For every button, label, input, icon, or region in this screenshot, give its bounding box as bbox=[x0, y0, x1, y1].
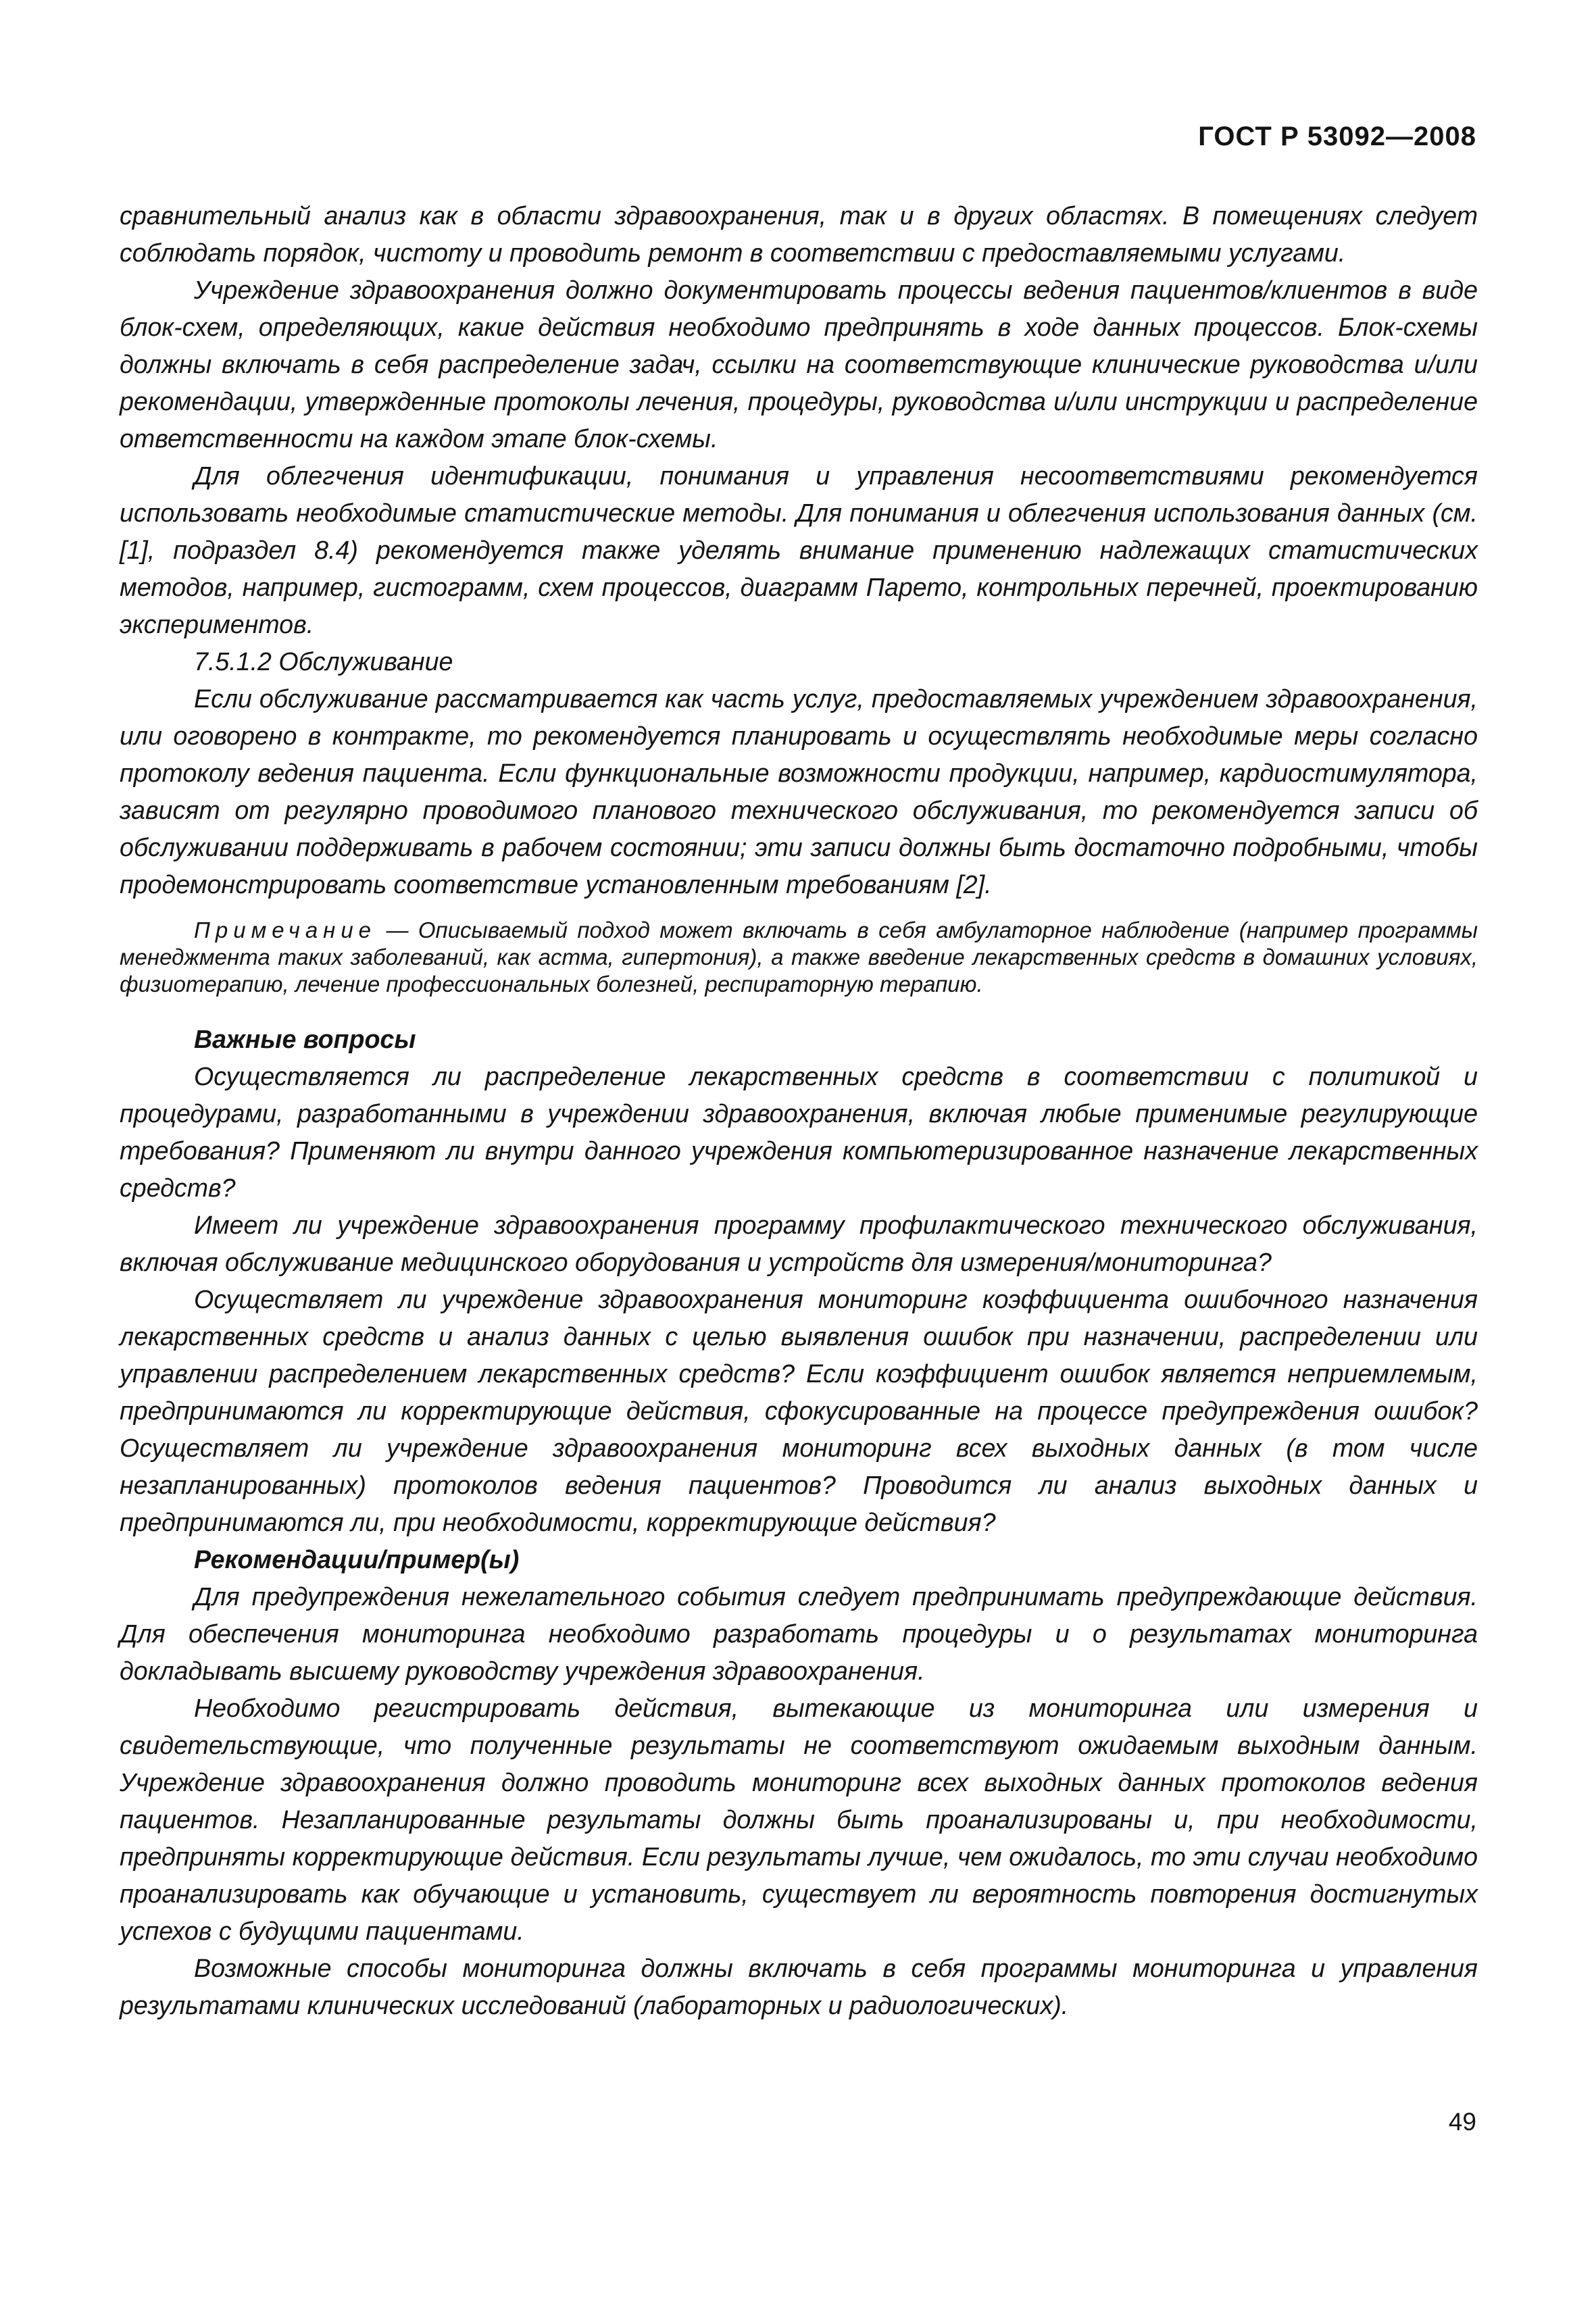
note bbox=[120, 917, 1478, 998]
question-monitoring: Осуществляет ли учреждение здравоохранения мониторинг коэффициента ошибочного назначения лекарственных средств и анализ данных с целью выявления ошибок при назначении, распределении или управлении распределением лекарственных средств? Если коэффициент ошибок является неприемлемым, предпринимаются ли корректирующие действия, сфокусированные на процессе предупреждения ошибок? Осуществляет ли учреждение здравоохранения мониторинг всех выходных данных (в том числе незапланированных) протоколов ведения пациентов? Проводится ли анализ выходных данных и предпринимаются ли, при необходимости, корректирующие действия? bbox=[120, 1285, 1478, 1536]
recommendation-registration: Необходимо регистрировать действия, вытекающие из мониторинга или измерения и свидетельствующие, что полученные результаты не соответствуют ожидаемым выходным данным. Учреждение здравоохранения должно проводить мониторинг всех выходных данных протоколов ведения пациентов. Незапланированные результаты должны быть проанализированы и, при необходимости, предприняты корректирующие действия. Если результаты лучше, чем ожидалось, то эти случаи необходимо проанализировать как обучающие и установить, существует ли вероятность повторения достигнутых успехов с будущими пациентами. bbox=[120, 1694, 1478, 1945]
page-body bbox=[120, 197, 1478, 2024]
paragraph-service: Если обслуживание рассматривается как часть услуг, предоставляемых учреждением здравоохранения, или оговорено в контракте, то рекомендуется планировать и осуществлять необходимые меры согласно протоколу ведения пациента. Если функциональные возможности продукции, например, кардиостимулятора, зависят от регулярно проводимого планового технического обслуживания, то рекомендуется записи об обслуживании поддерживать в рабочем состоянии; эти записи должны быть достаточно подробными, чтобы продемонстрировать соответствие установленным требованиям [2]. bbox=[120, 684, 1478, 899]
question-distribution: Осуществляется ли распределение лекарственных средств в соответствии с политикой и процедурами, разработанными в учреждении здравоохранения, включая любые применимые регулирующие требования? Применяют ли внутри данного учреждения компьютеризированное назначение лекарственных средств? bbox=[120, 1062, 1478, 1202]
question-maintenance: Имеет ли учреждение здравоохранения программу профилактического технического обслуживания, включая обслуживание медицинского оборудования и устройств для измерения/мониторинга? bbox=[120, 1211, 1478, 1276]
heading-important-questions: Важные вопросы bbox=[194, 1025, 416, 1053]
page-number: 49 bbox=[1448, 2108, 1476, 2136]
note-label: Примечание bbox=[194, 917, 377, 942]
section-title: 7.5.1.2 Обслуживание bbox=[194, 647, 453, 676]
note-text: — Описываемый подход может включать в себя амбулаторное наблюдение (например программы менеджмента таких заболеваний, как астма, гипертония), а также введение лекарственных средств в домашних условиях, физиотерапию, лечение профессиональных болезней, респираторную терапию. bbox=[120, 917, 1478, 997]
recommendation-prevention: Для предупреждения нежелательного события следует предпринимать предупреждающие действия. Для обеспечения мониторинга необходимо разработать процедуры и о результатах мониторинга докладывать высшему руководству учреждения здравоохранения. bbox=[120, 1582, 1478, 1685]
paragraph-flowcharts: Учреждение здравоохранения должно документировать процессы ведения пациентов/клиентов в виде блок-схем, определяющих, какие действия необходимо предпринять в ходе данных процессов. Блок-схемы должны включать в себя распределение задач, ссылки на соответствующие клинические руководства и/или рекомендации, утвержденные протоколы лечения, процедуры, руководства и/или инструкции и распределение ответственности на каждом этапе блок-схемы. bbox=[120, 276, 1478, 453]
document-number: ГОСТ Р 53092—2008 bbox=[1198, 122, 1476, 151]
heading-recommendations: Рекомендации/пример(ы) bbox=[194, 1545, 520, 1574]
paragraph-continuation: сравнительный анализ как в области здравоохранения, так и в других областях. В помещениях следует соблюдать порядок, чистоту и проводить ремонт в соответствии с предоставляемыми услугами. bbox=[120, 201, 1478, 267]
paragraph-statistics: Для облегчения идентификации, понимания и управления несоответствиями рекомендуется использовать необходимые статистические методы. Для понимания и облегчения использования данных (см. [1], подраздел 8.4) рекомендуется также уделять внимание применению надлежащих статистических методов, например, гистограмм, схем процессов, диаграмм Парето, контрольных перечней, проектированию экспериментов. bbox=[120, 461, 1478, 638]
recommendation-methods: Возможные способы мониторинга должны включать в себя программы мониторинга и управления результатами клинических исследований (лабораторных и радиологических). bbox=[120, 1954, 1478, 2019]
